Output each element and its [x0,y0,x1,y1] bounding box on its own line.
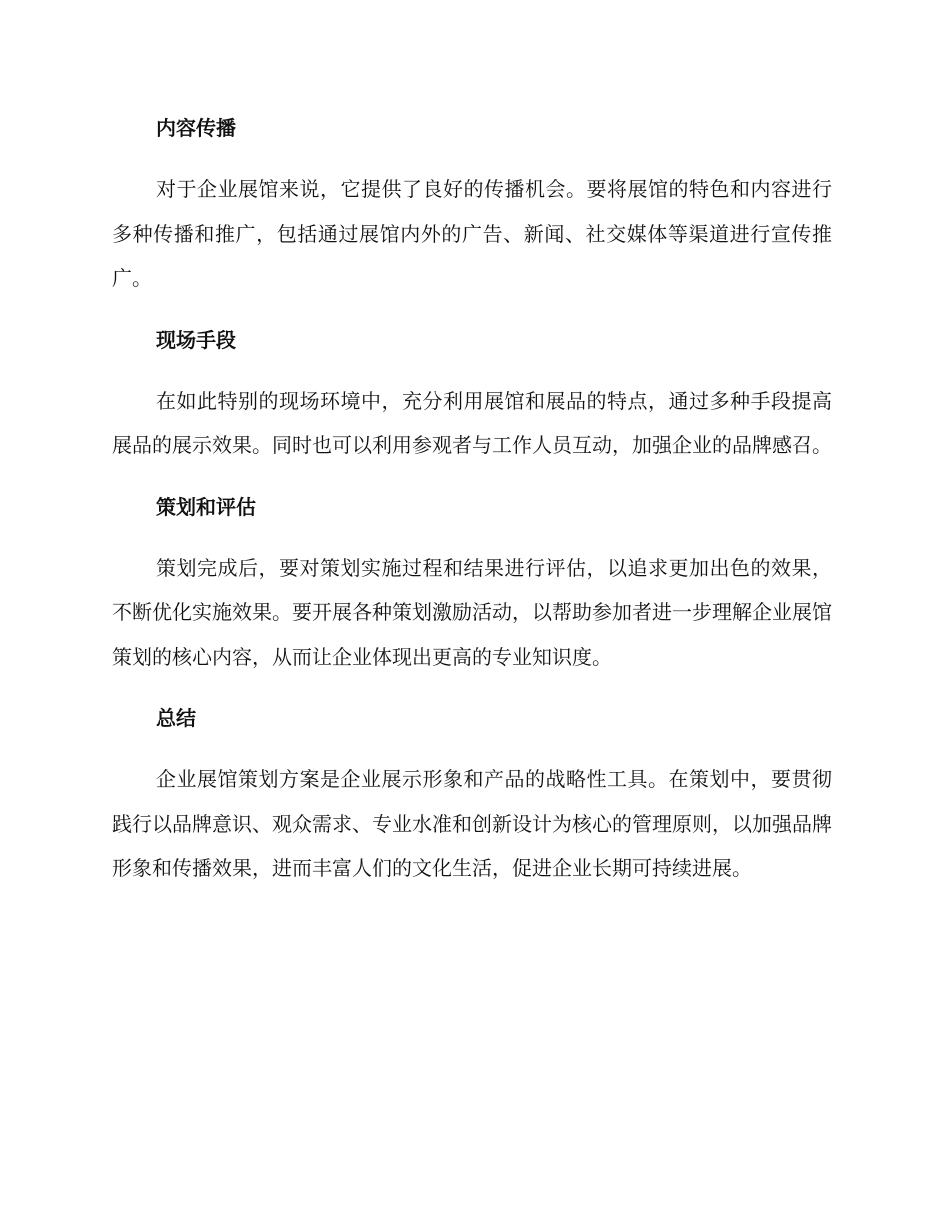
section-paragraph: 策划完成后，要对策划实施过程和结果进行评估，以追求更加出色的效果，不断优化实施效果。要开展各种策划激励活动，以帮助参加者进一步理解企业展馆策划的核心内容，从而让企业体现出更高的专业知识度。 [112,555,832,669]
section-paragraph: 企业展馆策划方案是企业展示形象和产品的战略性工具。在策划中，要贯彻践行以品牌意识、观众需求、专业水准和创新设计为核心的管理原则，以加强品牌形象和传播效果，进而丰富人们的文化生活，促进企业长期可持续进展。 [112,767,832,880]
section-paragraph: 在如此特别的现场环境中，充分利用展馆和展品的特点，通过多种手段提高展品的展示效果。同时也可以利用参观者与工作人员互动，加强企业的品牌感召。 [112,388,832,457]
section-content-dissemination [112,110,832,301]
document-page [112,110,832,912]
section-planning-evaluation [112,489,832,680]
section-heading: 策划和评估 [156,494,256,519]
section-summary [112,700,832,891]
section-heading: 现场手段 [156,327,236,352]
section-heading: 总结 [156,706,196,730]
section-onsite-methods [112,322,832,468]
section-heading: 内容传播 [156,116,236,140]
section-paragraph: 对于企业展馆来说，它提供了良好的传播机会。要将展馆的特色和内容进行多种传播和推广，包括通过展馆内外的广告、新闻、社交媒体等渠道进行宣传推广。 [112,177,832,290]
